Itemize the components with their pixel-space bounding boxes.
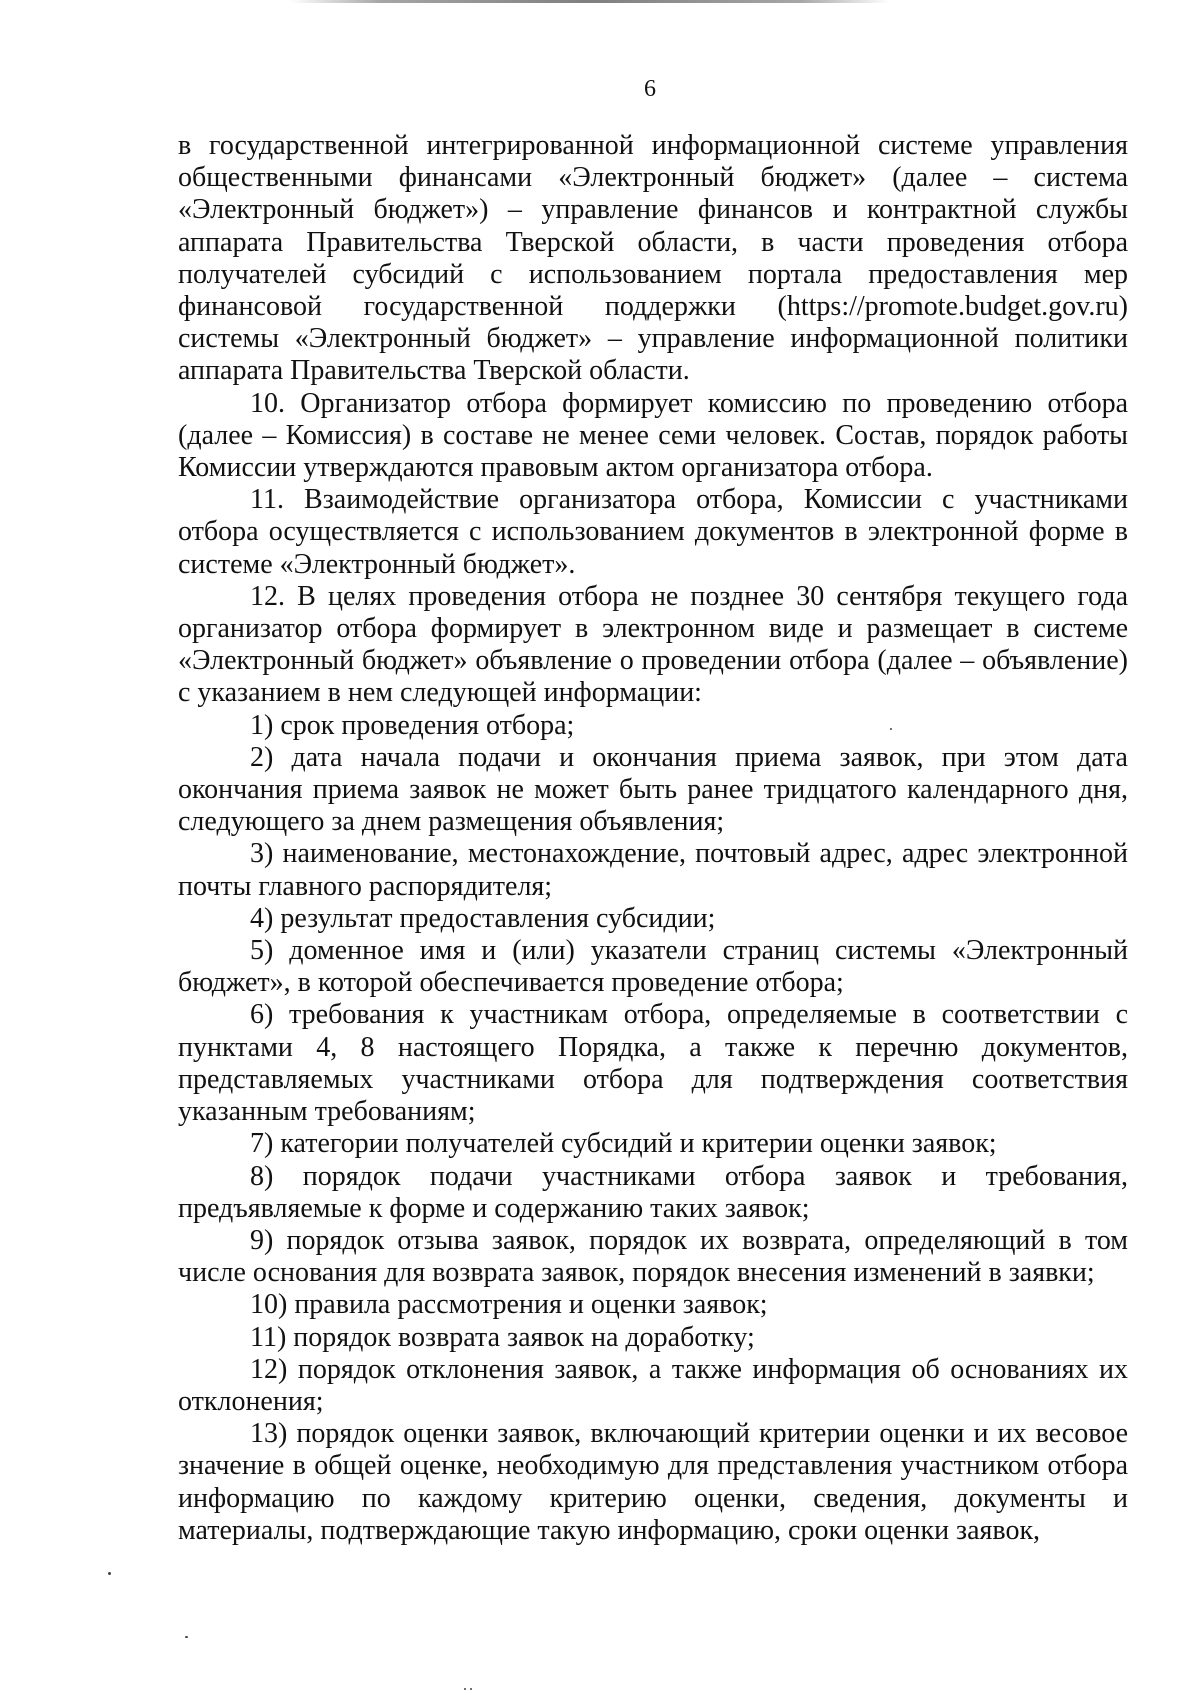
paragraph: 12. В целях проведения отбора не позднее 30 сентября текущего года организатор отбора формирует в электронном виде и размещает в системе «Электронный бюджет» объявление о проведении отбора (далее – объявление) с указанием в нем следующей информации: (178, 580, 1128, 709)
list-item: 4) результат предоставления субсидии; (250, 902, 716, 934)
list-item: 3) наименование, местонахождение, почтовый адрес, адрес электронной почты главного распорядителя; (178, 838, 1128, 902)
list-item: 12) порядок отклонения заявок, а также информация об основаниях их отклонения; (178, 1353, 1128, 1417)
scan-edge-artifact (290, 0, 890, 3)
scan-speck (890, 728, 892, 730)
list-item: 9) порядок отзыва заявок, порядок их возврата, определяющий в том числе основания для возврата заявок, порядок внесения изменений в заявки; (178, 1224, 1128, 1289)
list-item: 8) порядок подачи участниками отбора заявок и требования, предъявляемые к форме и содержанию таких заявок; (178, 1160, 1128, 1224)
paragraph: 11. Взаимодействие организатора отбора, Комиссии с участниками отбора осуществляется с использованием документов в электронной форме в системе «Электронный бюджет». (178, 484, 1128, 580)
list-item: 1) срок проведения отбора; (250, 709, 575, 741)
list-item: 7) категории получателей субсидий и критерии оценки заявок; (250, 1128, 997, 1160)
scan-speck (108, 1572, 111, 1575)
list-item: 13) порядок оценки заявок, включающий критерии оценки и их весовое значение в общей оценке, необходимую для представления участником отбора информацию по каждому критерию оценки, сведения, документы и материалы, подтверждающие такую информацию, сроки оценки заявок, (178, 1418, 1128, 1546)
paragraph: 10. Организатор отбора формирует комиссию по проведению отбора (далее – Комиссия) в составе не менее семи человек. Состав, порядок работы Комиссии утверждаются правовым актом организатора отбора. (178, 387, 1128, 484)
scan-speck (464, 1688, 466, 1690)
list-item: 5) доменное имя и (или) указатели страниц системы «Электронный бюджет», в которой обеспечивается проведение отбора; (178, 935, 1128, 999)
document-body (178, 130, 1128, 1547)
page-number: 6 (644, 76, 656, 102)
paragraph: в государственной интегрированной информационной системе управления общественными финансами «Электронный бюджет» (далее – система «Электронный бюджет») – управление финансов и контрактной службы аппарата Правительства Тверской области, в части проведения отбора получателей субсидий с использованием портала предоставления мер финансовой государственной поддержки (https://promote.budget.gov.ru) системы «Электронный бюджет» – управление информационной политики аппарата Правительства Тверской области. (178, 130, 1128, 387)
scan-speck (470, 1688, 472, 1690)
list-item: 11) порядок возврата заявок на доработку; (250, 1321, 755, 1353)
list-item: 6) требования к участникам отбора, определяемые в соответствии с пунктами 4, 8 настоящего Порядка, а также к перечню документов, представляемых участниками отбора для подтверждения соответствия указанным требованиям; (178, 999, 1128, 1128)
list-item: 2) дата начала подачи и окончания приема заявок, при этом дата окончания приема заявок не может быть ранее тридцатого календарного дня, следующего за днем размещения объявления; (178, 741, 1128, 838)
list-item: 10) правила рассмотрения и оценки заявок; (250, 1289, 768, 1321)
scan-speck (185, 1636, 188, 1638)
